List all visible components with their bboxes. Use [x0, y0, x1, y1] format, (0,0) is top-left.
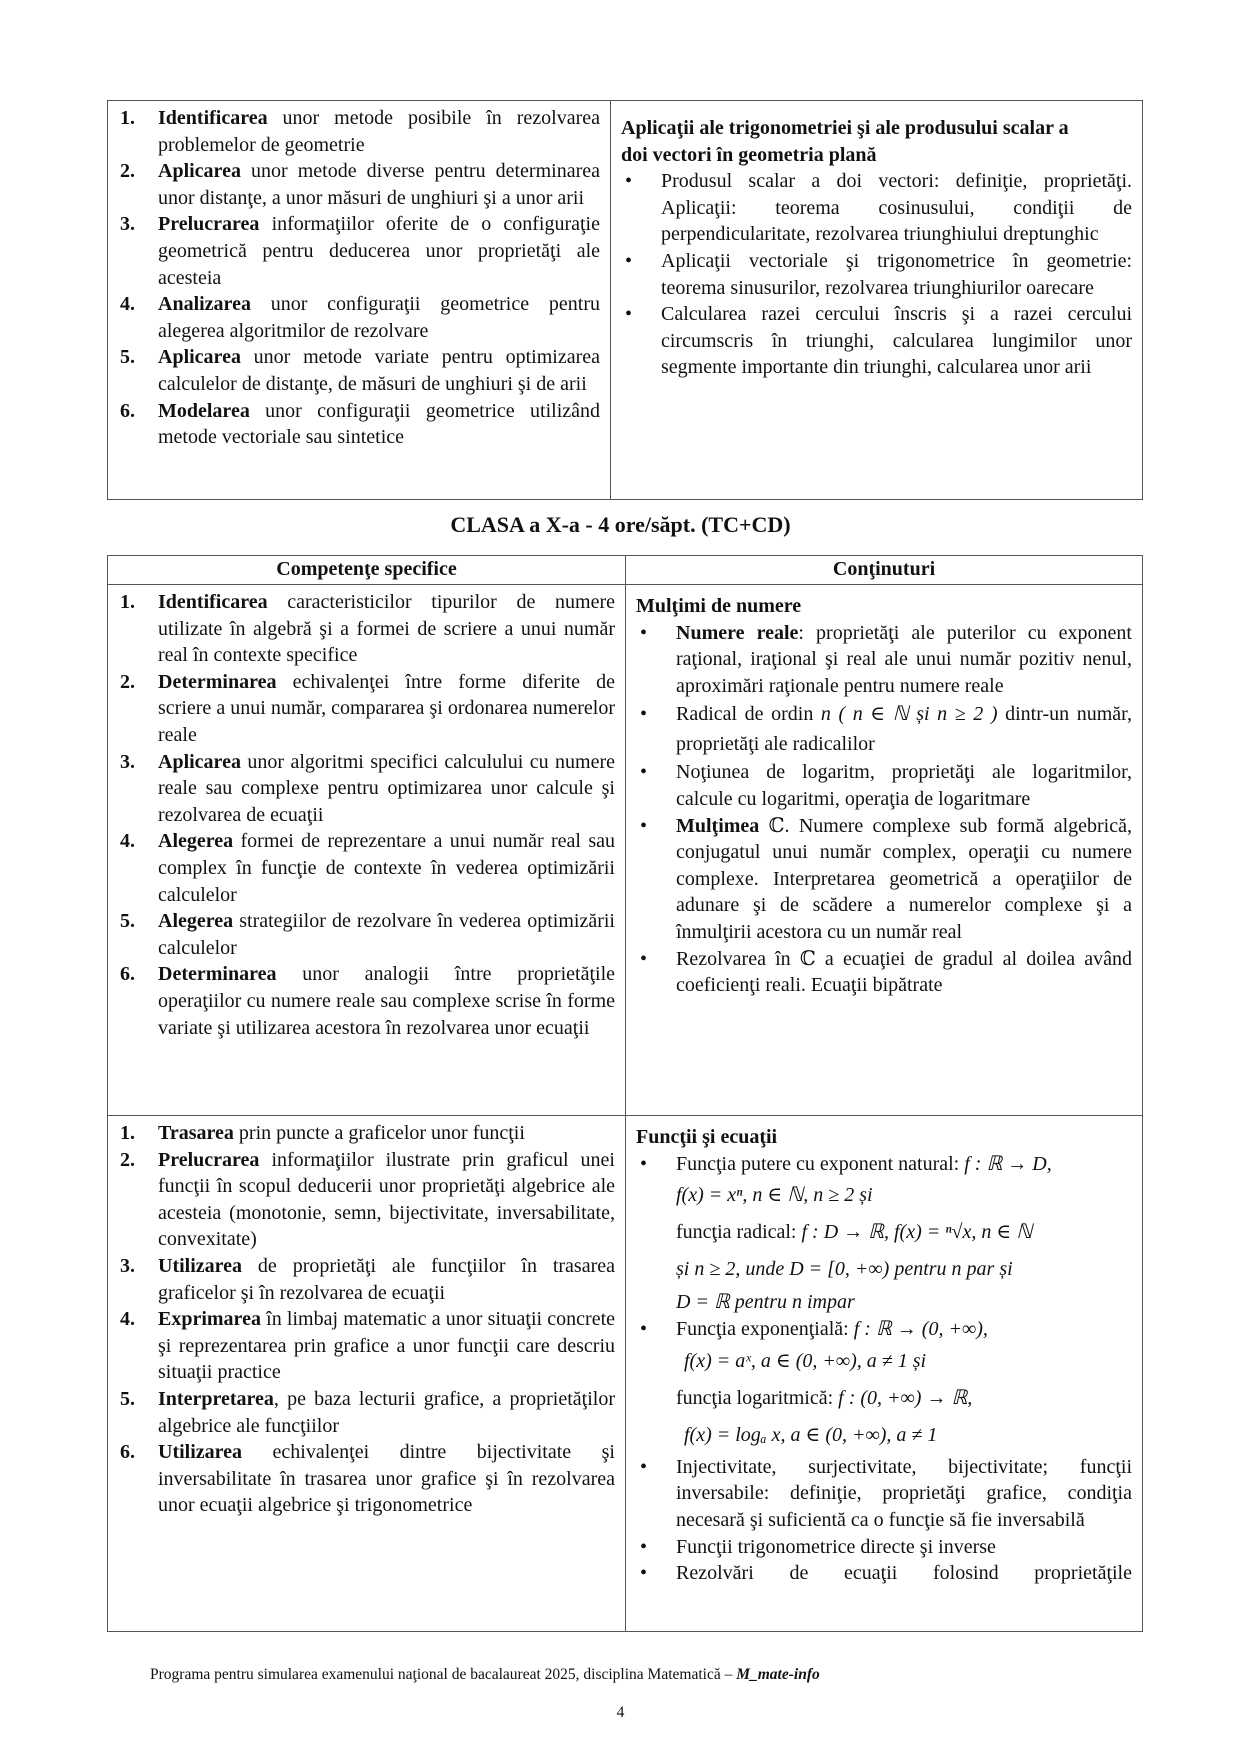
competences-cell — [108, 585, 626, 1116]
bullet-icon: • — [640, 1152, 648, 1175]
table-header-row — [108, 556, 1143, 585]
bullet-icon: • — [640, 1562, 648, 1585]
bullet-icon: • — [625, 249, 633, 272]
math-expression: f : D → ℝ, f(x) = ⁿ√x, n ∈ ℕ — [801, 1221, 1033, 1244]
contents-cell — [626, 1116, 1143, 1632]
content-item-exponential-function: • Funcţia exponenţială: f : ℝ → (0, +∞), f(x) = aˣ, a ∈ (0, +∞), a ≠ 1 și funcţia logaritmică: f : (0, +∞) → ℝ, f(x) = logₐ x, a ∈ (0, +∞), a ≠ 1 — [636, 1316, 1132, 1454]
contents-cell — [626, 585, 1143, 1116]
competences-cell — [108, 1116, 626, 1632]
content-item: • Funcţii trigonometrice directe şi inverse — [636, 1534, 1132, 1561]
math-expression: f(x) = logₐ x, a ∈ (0, +∞), a ≠ 1 — [684, 1423, 938, 1446]
competence-item: 1. Identificarea caracteristicilor tipurilor de numere utilizate în algebră şi a formei de scriere a unui număr real în contexte specifice — [120, 591, 615, 667]
competence-item: 1. Identificarea unor metode posibile în rezolvarea problemelor de geometrie — [120, 107, 600, 156]
class-x-table — [107, 555, 1143, 1632]
competence-item: 4. Alegerea formei de reprezentare a unui număr real sau complex în funcţie de contexte în vederea optimizării calculelor — [120, 830, 615, 906]
math-expression: D = ℝ pentru n impar — [676, 1291, 855, 1314]
table-row — [108, 101, 1143, 500]
bullet-icon: • — [640, 1535, 648, 1558]
content-item: • Mulţimea ℂ. Numere complexe sub formă algebrică, conjugatul unui număr complex, operaţii cu numere complexe. Interpretarea geometrică a operaţiilor de adunare şi de scădere a numerelor complexe şi a înmulţirii acestora cu un număr real — [640, 814, 1132, 943]
competence-item: 6. Utilizarea echivalenţei dintre bijectivitate şi inversabilitate în trasarea unor grafice şi în rezolvarea unor ecuaţii algebrice şi trigonometrice — [120, 1441, 615, 1517]
content-list — [636, 1151, 1132, 1587]
math-expression: f(x) = aˣ, a ∈ (0, +∞), a ≠ 1 și — [684, 1349, 927, 1372]
math-expression: f(x) = xⁿ, n ∈ ℕ, n ≥ 2 și — [676, 1184, 873, 1207]
content-list — [621, 168, 1132, 381]
competence-item: 2. Aplicarea unor metode diverse pentru determinarea unor distanţe, a unor măsuri de unghiuri şi a unor arii — [120, 160, 600, 209]
content-item-power-function: • Funcţia putere cu exponent natural: f : ℝ → D, f(x) = xⁿ, n ∈ ℕ, n ≥ 2 și funcţia radical: f : D → ℝ, f(x) = ⁿ√x, n ∈ ℕ și n ≥ 2, unde D = [0, +∞) pentru n par și D = ℝ pentru n impar — [636, 1151, 1132, 1317]
table-row — [108, 1116, 1143, 1632]
content-item: • Rezolvări de ecuaţii folosind proprietăţile — [636, 1560, 1132, 1587]
bullet-icon: • — [640, 947, 648, 970]
competences-list — [108, 585, 625, 1041]
math-expression: f : ℝ → D, — [964, 1152, 1052, 1175]
content-item: • Radical de ordin n ( n ∈ ℕ și n ≥ 2 ) dintr-un număr, proprietăţi ale radicalilor — [636, 699, 1132, 759]
competences-list — [108, 1116, 625, 1519]
column-header-contents: Conţinuturi — [626, 556, 1143, 585]
column-header-competences: Competenţe specifice — [108, 556, 626, 585]
page-number: 4 — [616, 1704, 625, 1721]
bullet-icon: • — [640, 1455, 648, 1478]
math-expression: și n ≥ 2, unde D = [0, +∞) pentru n par și — [676, 1258, 1013, 1281]
competence-item: 3. Utilizarea de proprietăţi ale funcţiilor în trasarea graficelor şi în rezolvarea de ecuaţii — [120, 1254, 615, 1304]
competence-item: 3. Aplicarea unor algoritmi specifici calculului cu numere reale sau complexe pentru optimizarea unor calcule şi rezolvarea de ecuaţii — [120, 750, 615, 826]
section-title: Aplicaţii ale trigonometriei şi ale produsului scalar a doi vectori în geometria plană — [621, 117, 1069, 166]
bullet-icon: • — [625, 170, 633, 193]
content-item: • Noţiunea de logaritm, proprietăţi ale logaritmilor, calcule cu logaritmi, operaţia de logaritmare — [640, 761, 1132, 810]
bullet-icon: • — [640, 761, 648, 784]
bullet-icon: • — [640, 1318, 648, 1341]
content-item: • Produsul scalar a doi vectori: definiţie, proprietăţi. Aplicaţii: teorema cosinusului, condiţii de perpendicularitate, rezolvarea triunghiului dreptunghic — [625, 170, 1132, 246]
competence-item: 2. Determinarea echivalenţei între forme diferite de scriere a unui număr, compararea şi ordonarea numerelor reale — [120, 670, 615, 746]
competence-item: 1. Trasarea prin puncte a graficelor unor funcţii — [120, 1122, 525, 1144]
competences-cell — [108, 101, 611, 500]
content-list — [636, 620, 1132, 999]
content-item: • Injectivitate, surjectivitate, bijectivitate; funcţii inversabile: definiţie, proprietăţi grafice, condiţia necesară şi suficientă ca o funcţie să fie inversabilă — [640, 1455, 1132, 1531]
competence-item: 6. Modelarea unor configuraţii geometrice utilizând metode vectoriale sau sintetice — [120, 399, 600, 449]
geometry-table — [107, 100, 1143, 500]
math-expression: f : (0, +∞) → ℝ, — [838, 1386, 973, 1409]
content-item: • Numere reale: proprietăţi ale puterilor cu exponent raţional, iraţional şi real ale unui număr pozitiv nenul, aproximări raţionale pentru numere reale — [640, 621, 1132, 697]
contents-cell — [611, 101, 1143, 500]
competence-item: 4. Analizarea unor configuraţii geometrice pentru alegerea algoritmilor de rezolvare — [120, 293, 600, 342]
competences-list — [108, 101, 610, 451]
bullet-icon: • — [625, 303, 633, 326]
competence-item: 4. Exprimarea în limbaj matematic a unor situaţii concrete şi reprezentarea prin grafice a unor funcţii care descriu situaţii practice — [120, 1308, 615, 1384]
content-item: • Calcularea razei cercului înscris şi a razei cercului circumscris în triunghi, calcularea lungimilor unor segmente importante din triunghi, calcularea unor arii — [625, 303, 1132, 379]
section-title: Funcţii şi ecuaţii — [636, 1126, 778, 1148]
bullet-icon: • — [640, 703, 648, 726]
competence-item: 5. Aplicarea unor metode variate pentru optimizarea calculelor de distanţe, de măsuri de unghiuri şi de arii — [120, 346, 600, 395]
table-row — [108, 585, 1143, 1116]
competence-item: 6. Determinarea unor analogii între proprietăţile operaţiilor cu numere reale sau complexe scrise în forme variate şi utilizarea acestora în rezolvarea unor ecuaţii — [120, 963, 615, 1039]
math-expression: ( n ∈ ℕ și n ≥ 2 ) — [838, 703, 998, 726]
content-item: • Rezolvarea în ℂ a ecuaţiei de gradul al doilea având coeficienţi reali. Ecuaţii bipătrate — [640, 947, 1132, 997]
section-title: Mulţimi de numere — [636, 595, 802, 617]
competence-item: 5. Alegerea strategiilor de rezolvare în vederea optimizării calculelor — [120, 910, 615, 959]
bullet-icon: • — [640, 814, 648, 837]
math-expression: f : ℝ → (0, +∞), — [853, 1318, 988, 1341]
class-heading: CLASA a X-a - 4 ore/săpt. (TC+CD) — [450, 512, 791, 537]
competence-item: 2. Prelucrarea informaţiilor ilustrate prin graficul unei funcţii în scopul deducerii unor proprietăţi algebrice ale acesteia (monotonie, semn, bijectivitate, inversabilitate, convexitate) — [120, 1148, 615, 1251]
radical-function-line: funcţia radical: f : D → ℝ, f(x) = ⁿ√x, n ∈ ℕ — [676, 1221, 1033, 1244]
bullet-icon: • — [640, 621, 648, 644]
competence-item: 3. Prelucrarea informaţiilor oferite de o configuraţie geometrică pentru deducerea unor proprietăţi ale acesteia — [120, 213, 600, 289]
competence-item: 5. Interpretarea, pe baza lecturii grafice, a proprietăţilor algebrice ale funcţiilor — [120, 1387, 615, 1437]
log-function-line: funcţia logaritmică: f : (0, +∞) → ℝ, — [676, 1386, 973, 1409]
page-footer: Programa pentru simularea examenului naţional de bacalaureat 2025, disciplina Matematică – M_mate-info — [150, 1666, 820, 1683]
content-item: • Aplicaţii vectoriale şi trigonometrice în geometrie: teorema sinusurilor, rezolvarea triunghiurilor oarecare — [625, 249, 1132, 299]
